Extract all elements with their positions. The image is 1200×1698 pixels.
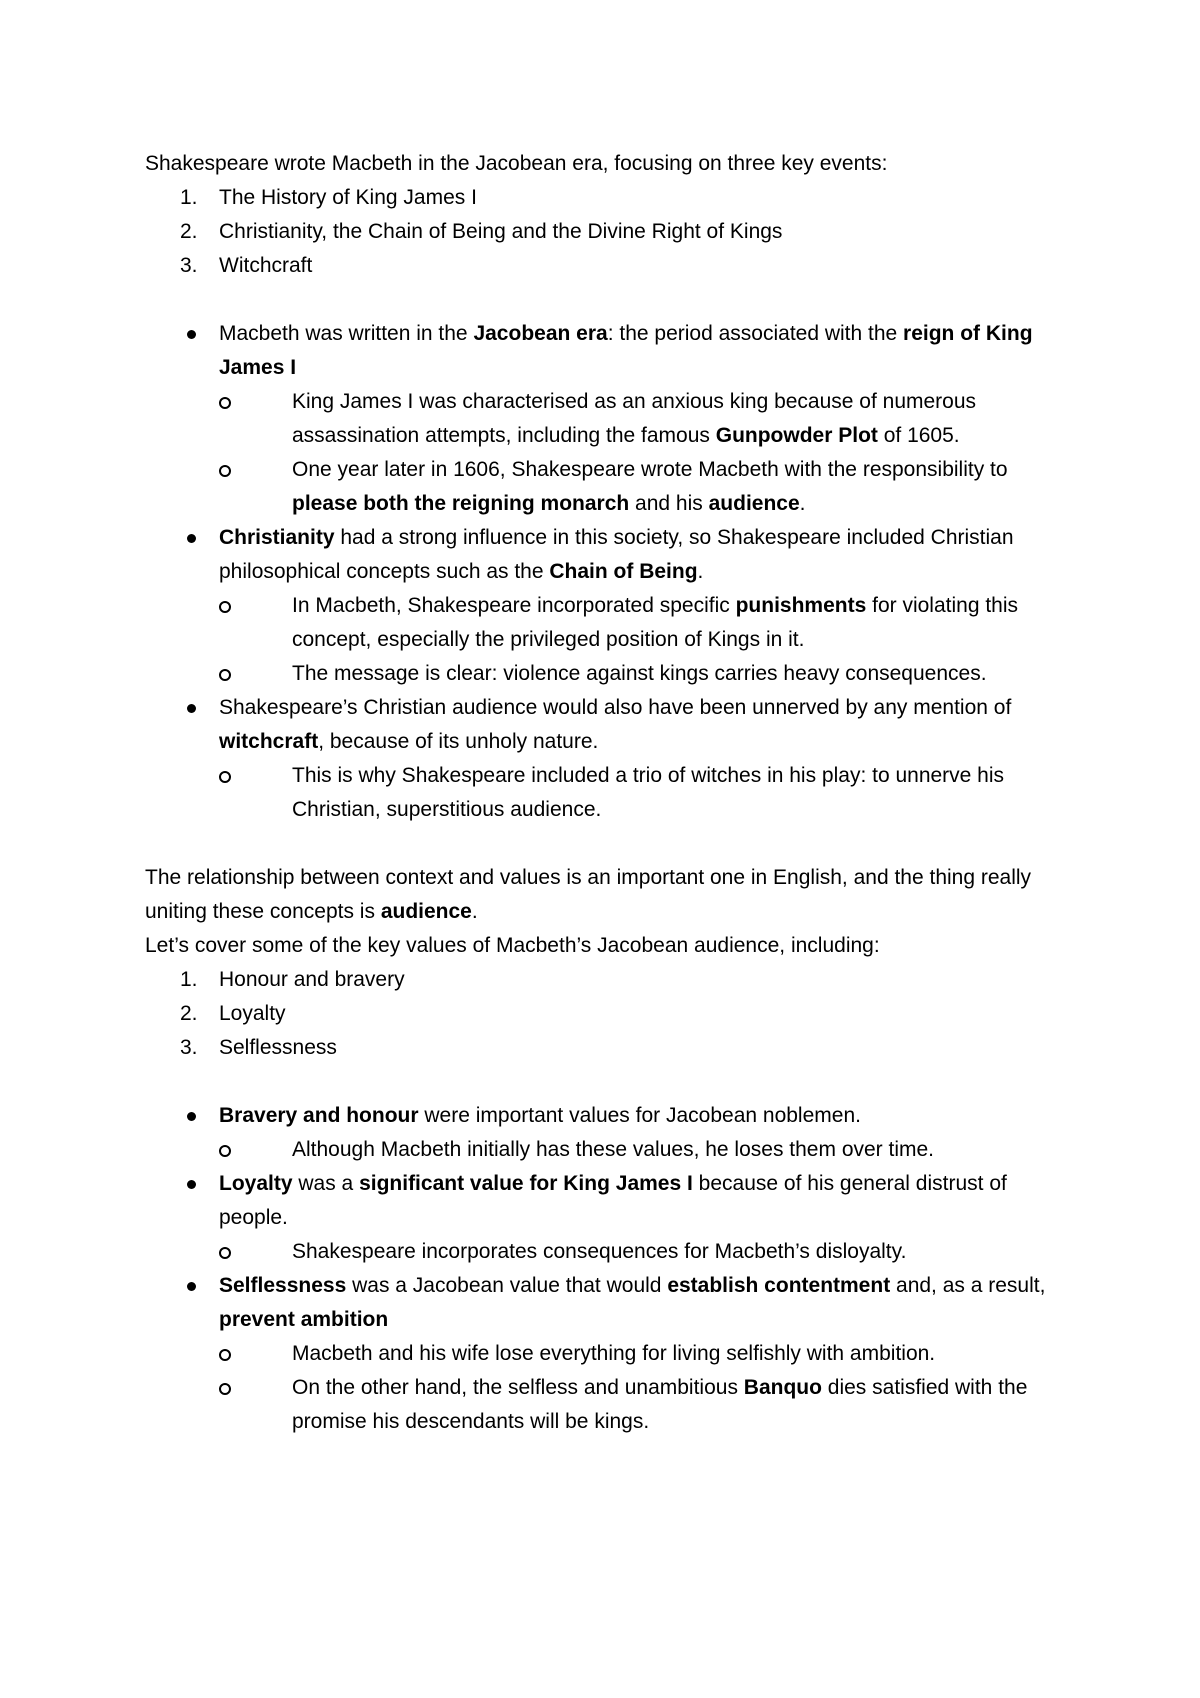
hollow-bullet-icon xyxy=(219,669,231,681)
intro-paragraph: Shakespeare wrote Macbeth in the Jacobean era, focusing on three key events: xyxy=(145,152,888,175)
sub-list xyxy=(219,385,1065,521)
hollow-bullet-icon xyxy=(219,1349,231,1361)
bullet-dot-icon xyxy=(187,330,196,339)
spacer xyxy=(145,283,1065,317)
sub-bullet: On the other hand, the selfless and unambitious Banquo dies satisfied with the promise his descendants will be kings. xyxy=(219,1371,1065,1439)
list-item xyxy=(145,181,1065,215)
list-text: The History of King James I xyxy=(219,186,477,209)
list-item xyxy=(145,1031,1065,1065)
sub-list xyxy=(219,1337,1065,1439)
context-values-paragraph: The relationship between context and values is an important one in English, and the thing really uniting these concepts is audience. xyxy=(145,866,1032,923)
values-bullets xyxy=(145,1099,1065,1439)
bullet-jacobean-era: Macbeth was written in the Jacobean era: the period associated with the reign of King James I King James I was characterised as an anxious king because of numerous assassination attempts, including the famous Gunpowder Plot of 1605. One year later in 1606, Shakespeare wrote Macbeth with the responsibility to please both the reigning monarch and his audience. xyxy=(145,317,1065,521)
bullet-bravery-honour: Bravery and honour were important values for Jacobean noblemen. Although Macbeth initially has these values, he loses them over time. xyxy=(145,1099,1065,1167)
bullet-christianity: Christianity had a strong influence in this society, so Shakespeare included Christian philosophical concepts such as the Chain of Being. In Macbeth, Shakespeare incorporated specific punishments for violating this concept, especially the privileged position of Kings in it. The message is clear: violence against kings carries heavy consequences. xyxy=(145,521,1065,691)
list-number: 2. xyxy=(180,220,198,243)
spacer xyxy=(145,1065,1065,1099)
spacer xyxy=(145,827,1065,861)
sub-list xyxy=(219,589,1065,691)
list-text: Loyalty xyxy=(219,1002,286,1025)
hollow-bullet-icon xyxy=(219,465,231,477)
list-text: Christianity, the Chain of Being and the Divine Right of Kings xyxy=(219,220,783,243)
hollow-bullet-icon xyxy=(219,1383,231,1395)
list-number: 2. xyxy=(180,1002,198,1025)
hollow-bullet-icon xyxy=(219,1247,231,1259)
sub-bullet: Macbeth and his wife lose everything for living selfishly with ambition. xyxy=(219,1337,1065,1371)
bullet-dot-icon xyxy=(187,704,196,713)
list-text: Honour and bravery xyxy=(219,968,405,991)
bullet-witchcraft: Shakespeare’s Christian audience would also have been unnerved by any mention of witchcraft, because of its unholy nature. This is why Shakespeare included a trio of witches in his play: to unnerve his Christian, superstitious audience. xyxy=(145,691,1065,827)
values-list xyxy=(145,963,1065,1065)
list-text: Selflessness xyxy=(219,1036,337,1059)
document-body xyxy=(145,147,1065,1439)
values-intro-paragraph: Let’s cover some of the key values of Macbeth’s Jacobean audience, including: xyxy=(145,934,880,957)
sub-bullet: King James I was characterised as an anxious king because of numerous assassination attempts, including the famous Gunpowder Plot of 1605. xyxy=(219,385,1065,453)
sub-bullet: Although Macbeth initially has these values, he loses them over time. xyxy=(219,1133,1065,1167)
sub-list xyxy=(219,1235,1065,1269)
list-number: 1. xyxy=(180,968,198,991)
events-list xyxy=(145,181,1065,283)
bullet-dot-icon xyxy=(187,1282,196,1291)
list-item xyxy=(145,215,1065,249)
bullet-dot-icon xyxy=(187,1112,196,1121)
list-text: Witchcraft xyxy=(219,254,313,277)
bullet-dot-icon xyxy=(187,1180,196,1189)
list-number: 1. xyxy=(180,186,198,209)
bullet-selflessness: Selflessness was a Jacobean value that would establish contentment and, as a result, prevent ambition Macbeth and his wife lose everything for living selfishly with ambition. On the other hand, the selfless and unambitious Banquo dies satisfied with the promise his descendants will be kings. xyxy=(145,1269,1065,1439)
sub-bullet: Shakespeare incorporates consequences for Macbeth’s disloyalty. xyxy=(219,1235,1065,1269)
hollow-bullet-icon xyxy=(219,397,231,409)
sub-bullet: The message is clear: violence against kings carries heavy consequences. xyxy=(219,657,1065,691)
sub-bullet: In Macbeth, Shakespeare incorporated specific punishments for violating this concept, especially the privileged position of Kings in it. xyxy=(219,589,1065,657)
bullet-loyalty: Loyalty was a significant value for King James I because of his general distrust of people. Shakespeare incorporates consequences for Macbeth’s disloyalty. xyxy=(145,1167,1065,1269)
bullet-dot-icon xyxy=(187,534,196,543)
sub-bullet: One year later in 1606, Shakespeare wrote Macbeth with the responsibility to please both the reigning monarch and his audience. xyxy=(219,453,1065,521)
sub-list xyxy=(219,759,1065,827)
sub-bullet: This is why Shakespeare included a trio of witches in his play: to unnerve his Christian, superstitious audience. xyxy=(219,759,1065,827)
context-bullets xyxy=(145,317,1065,827)
list-item xyxy=(145,997,1065,1031)
hollow-bullet-icon xyxy=(219,601,231,613)
list-item xyxy=(145,249,1065,283)
hollow-bullet-icon xyxy=(219,771,231,783)
hollow-bullet-icon xyxy=(219,1145,231,1157)
list-item xyxy=(145,963,1065,997)
list-number: 3. xyxy=(180,1036,198,1059)
sub-list xyxy=(219,1133,1065,1167)
list-number: 3. xyxy=(180,254,198,277)
